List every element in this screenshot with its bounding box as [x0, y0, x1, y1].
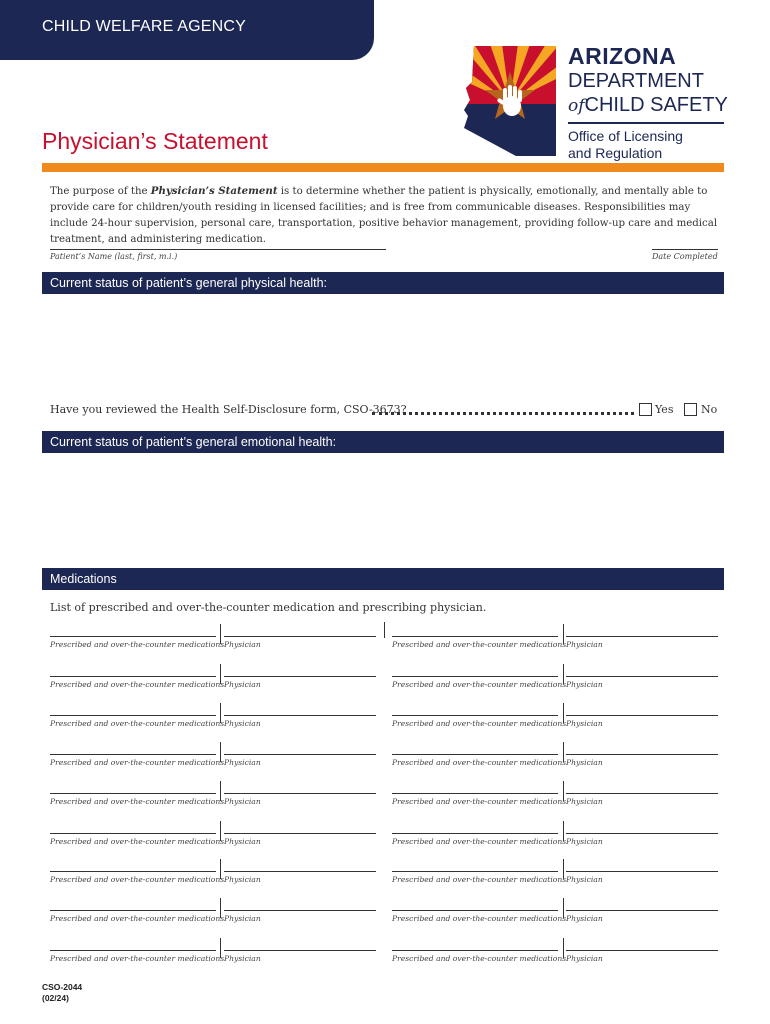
physician-field[interactable]: [566, 910, 718, 911]
physician-field[interactable]: [224, 793, 376, 794]
medication-label: Prescribed and over-the-counter medications: [50, 914, 225, 923]
medication-row: [0, 898, 770, 934]
physician-field[interactable]: [224, 676, 376, 677]
medication-field[interactable]: [50, 833, 216, 834]
medication-label: Prescribed and over-the-counter medications: [50, 954, 225, 963]
medication-field[interactable]: [50, 636, 216, 637]
physician-label: Physician: [224, 758, 261, 767]
physician-field[interactable]: [566, 754, 718, 755]
no-checkbox[interactable]: [684, 403, 697, 416]
medication-row: [0, 938, 770, 974]
medication-row: [0, 859, 770, 895]
medication-field[interactable]: [392, 676, 558, 677]
physician-label: Physician: [566, 640, 603, 649]
physician-label: Physician: [224, 954, 261, 963]
yes-label: Yes: [655, 403, 674, 416]
medication-field[interactable]: [392, 793, 558, 794]
physician-field[interactable]: [224, 754, 376, 755]
no-label: No: [701, 403, 718, 416]
date-completed-field[interactable]: [652, 249, 718, 250]
medication-label: Prescribed and over-the-counter medications: [392, 719, 567, 728]
medication-field[interactable]: [50, 910, 216, 911]
medication-label: Prescribed and over-the-counter medications: [50, 797, 225, 806]
physician-field[interactable]: [566, 793, 718, 794]
medication-label: Prescribed and over-the-counter medications: [50, 875, 225, 884]
medication-label: Prescribed and over-the-counter medications: [50, 719, 225, 728]
physician-field[interactable]: [566, 676, 718, 677]
medication-field[interactable]: [50, 950, 216, 951]
physician-label: Physician: [224, 797, 261, 806]
medications-intro: List of prescribed and over-the-counter medication and prescribing physician.: [50, 601, 487, 614]
patient-name-label: Patient’s Name (last, first, m.i.): [50, 252, 178, 261]
logo-arizona: ARIZONA: [568, 43, 677, 69]
medication-field[interactable]: [392, 833, 558, 834]
medication-field[interactable]: [50, 871, 216, 872]
physician-field[interactable]: [566, 636, 718, 637]
agency-logo-text: [568, 44, 728, 162]
medication-field[interactable]: [50, 754, 216, 755]
agency-header-tab: [0, 0, 374, 60]
physician-label: Physician: [566, 797, 603, 806]
physician-label: Physician: [566, 954, 603, 963]
physician-field[interactable]: [224, 950, 376, 951]
logo-regulation: and Regulation: [568, 145, 663, 161]
physician-field[interactable]: [566, 833, 718, 834]
medication-field[interactable]: [392, 636, 558, 637]
medication-label: Prescribed and over-the-counter medications: [50, 680, 225, 689]
medication-label: Prescribed and over-the-counter medications: [392, 914, 567, 923]
section-physical-health: Current status of patient’s general physical health:: [42, 272, 724, 294]
title-divider: [42, 163, 724, 172]
physician-label: Physician: [224, 837, 261, 846]
medication-field[interactable]: [392, 754, 558, 755]
physician-field[interactable]: [224, 636, 376, 637]
medication-label: Prescribed and over-the-counter medications: [392, 640, 567, 649]
medication-row: [0, 742, 770, 778]
medication-label: Prescribed and over-the-counter medications: [392, 680, 567, 689]
physician-label: Physician: [224, 875, 261, 884]
medication-label: Prescribed and over-the-counter medications: [392, 954, 567, 963]
medication-label: Prescribed and over-the-counter medications: [392, 797, 567, 806]
physician-label: Physician: [566, 837, 603, 846]
medication-row: [0, 624, 770, 660]
health-disclosure-question: Have you reviewed the Health Self-Disclosure form, CSO-3673?: [50, 403, 407, 416]
physician-field[interactable]: [224, 910, 376, 911]
physician-label: Physician: [566, 914, 603, 923]
logo-office: Office of Licensing: [568, 128, 683, 144]
physician-field[interactable]: [224, 833, 376, 834]
medication-label: Prescribed and over-the-counter medications: [50, 758, 225, 767]
physician-label: Physician: [566, 758, 603, 767]
physician-label: Physician: [566, 680, 603, 689]
physician-field[interactable]: [566, 871, 718, 872]
yes-checkbox[interactable]: [639, 403, 652, 416]
emotional-health-textarea[interactable]: [42, 453, 724, 563]
logo-department: DEPARTMENT: [568, 70, 704, 92]
medication-field[interactable]: [50, 676, 216, 677]
medication-field[interactable]: [392, 715, 558, 716]
arizona-state-logo-icon: [462, 44, 558, 156]
physician-label: Physician: [224, 914, 261, 923]
physician-field[interactable]: [224, 715, 376, 716]
section-medications: Medications: [42, 568, 724, 590]
medication-field[interactable]: [50, 715, 216, 716]
agency-name: CHILD WELFARE AGENCY: [42, 18, 247, 35]
leader-dots: [372, 404, 634, 415]
medication-label: Prescribed and over-the-counter medications: [392, 875, 567, 884]
physician-label: Physician: [566, 875, 603, 884]
medication-field[interactable]: [392, 950, 558, 951]
medication-label: Prescribed and over-the-counter medications: [50, 837, 225, 846]
physician-label: Physician: [224, 680, 261, 689]
physical-health-textarea[interactable]: [42, 294, 724, 394]
section-emotional-health: Current status of patient’s general emotional health:: [42, 431, 724, 453]
medication-field[interactable]: [392, 871, 558, 872]
medication-label: Prescribed and over-the-counter medications: [392, 758, 567, 767]
logo-divider: [568, 122, 724, 124]
medication-label: Prescribed and over-the-counter medications: [392, 837, 567, 846]
medication-label: Prescribed and over-the-counter medications: [50, 640, 225, 649]
medication-field[interactable]: [50, 793, 216, 794]
physician-label: Physician: [224, 640, 261, 649]
page-title: Physician’s Statement: [42, 128, 268, 154]
medication-row: [0, 664, 770, 700]
medication-row: [0, 703, 770, 739]
patient-name-field[interactable]: [50, 249, 386, 250]
intro-paragraph: The purpose of the Physician’s Statement is to determine whether the patient is physically, emotionally, and mentally able to provide care for children/youth residing in licensed facilities; and is free from communicable diseases. Responsibilities may include 24-hour supervision, personal care, transportation, positive behavior management, providing follow-up care and medical treatment, and administering medication.: [50, 185, 718, 245]
date-completed-label: Date Completed: [652, 252, 718, 261]
physician-label: Physician: [566, 719, 603, 728]
medication-row: [0, 821, 770, 857]
medication-row: [0, 781, 770, 817]
medication-field[interactable]: [392, 910, 558, 911]
physician-label: Physician: [224, 719, 261, 728]
physician-field[interactable]: [224, 871, 376, 872]
physician-field[interactable]: [566, 715, 718, 716]
form-code: CSO-2044 (02/24): [42, 982, 83, 1003]
physician-field[interactable]: [566, 950, 718, 951]
logo-child-safety: ofCHILD SAFETY: [568, 94, 728, 116]
